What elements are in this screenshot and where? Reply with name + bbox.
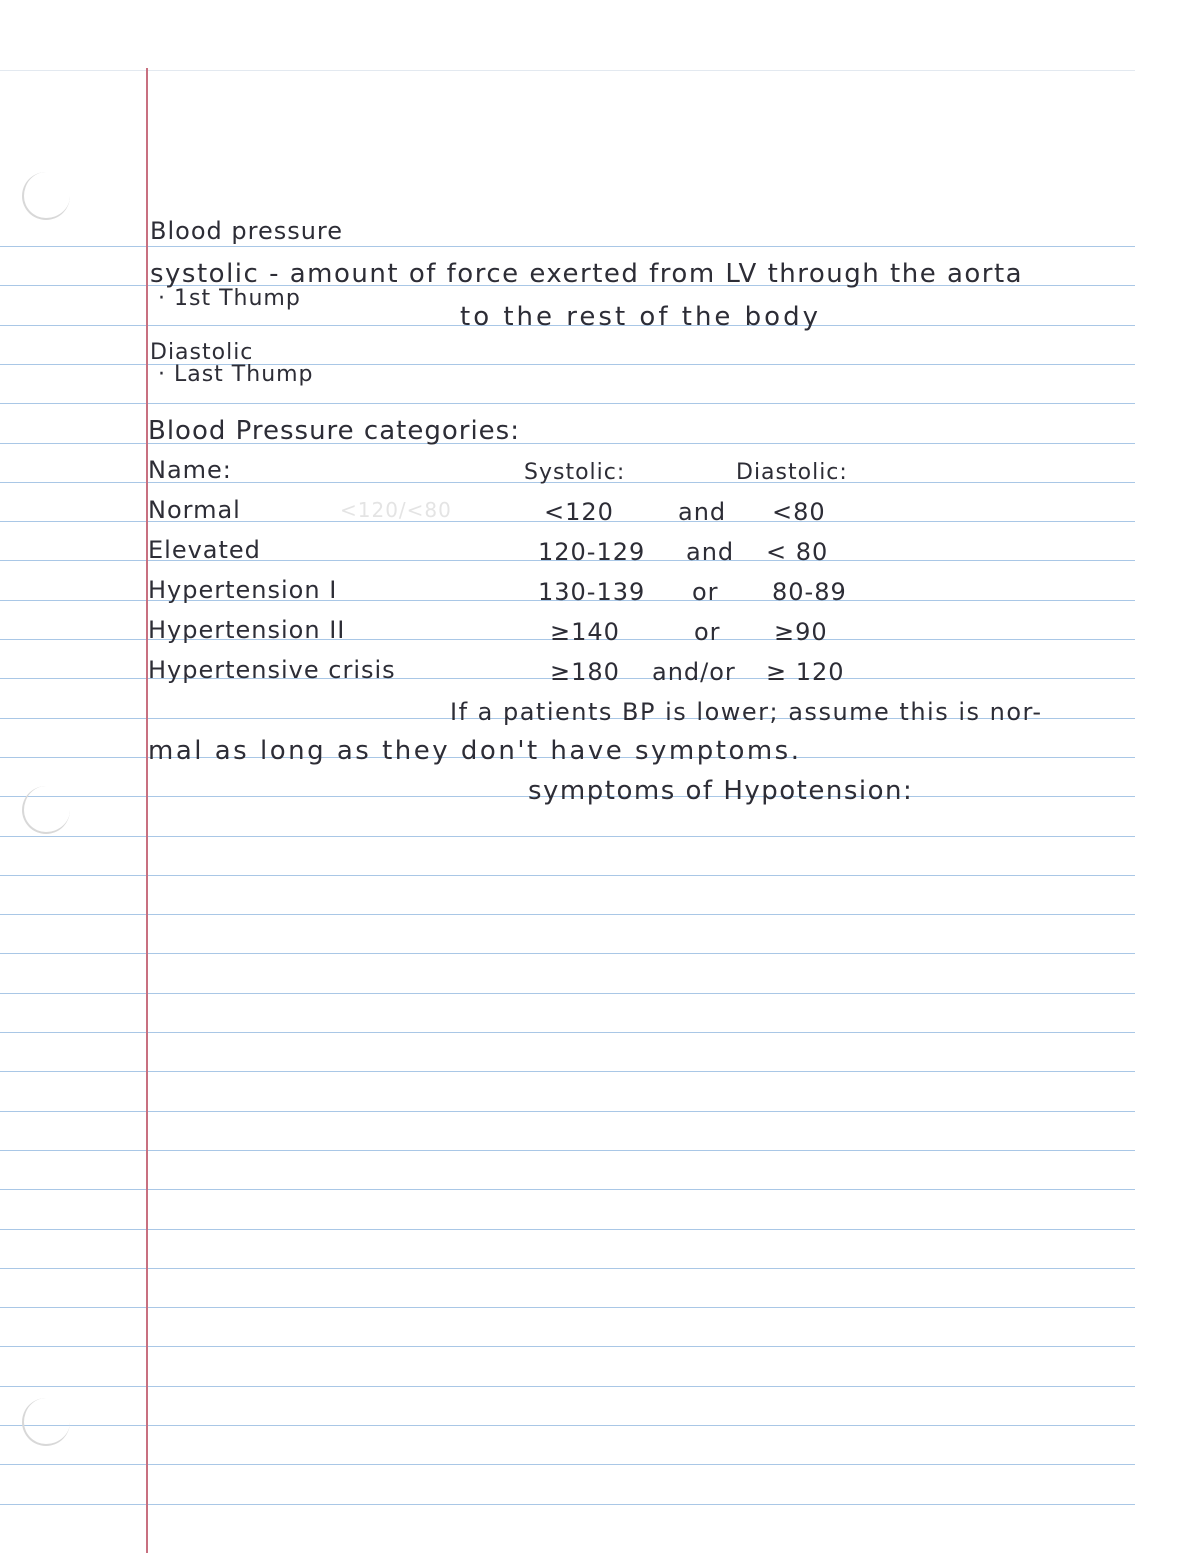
faint-erased-note: <120/<80 <box>340 498 452 522</box>
rule-line <box>0 1111 1135 1112</box>
rule-line <box>0 1229 1135 1230</box>
row-systolic-hypertension-2: ≥140 <box>550 618 620 646</box>
row-diastolic-hypertension-2: ≥90 <box>774 618 828 646</box>
rule-line <box>0 1150 1135 1151</box>
rule-line <box>0 914 1135 915</box>
rule-line <box>0 1464 1135 1465</box>
rule-line <box>0 993 1135 994</box>
rule-line <box>0 1071 1135 1072</box>
rule-line <box>0 875 1135 876</box>
row-diastolic-hypertension-1: 80-89 <box>772 578 847 606</box>
binder-hole <box>22 1398 70 1446</box>
header-name: Name: <box>148 456 232 484</box>
row-systolic-normal: <120 <box>544 498 614 526</box>
rule-line <box>0 403 1135 404</box>
row-systolic-elevated: 120-129 <box>538 538 646 566</box>
rule-line <box>0 1504 1135 1505</box>
row-systolic-hypertensive-crisis: ≥180 <box>550 658 620 686</box>
diastolic-term: Diastolic <box>150 340 254 365</box>
row-name-hypertensive-crisis: Hypertensive crisis <box>148 656 396 684</box>
hypotension-heading: symptoms of Hypotension: <box>528 776 914 806</box>
binder-hole <box>22 786 70 834</box>
row-diastolic-elevated: < 80 <box>766 538 829 566</box>
row-name-normal: Normal <box>148 496 241 524</box>
rule-line <box>0 953 1135 954</box>
row-conj-elevated: and <box>686 538 735 566</box>
row-conj-hypertensive-crisis: and/or <box>652 658 736 686</box>
rule-line <box>0 1425 1135 1426</box>
systolic-bullet: · 1st Thump <box>158 286 301 311</box>
row-name-hypertension-1: Hypertension I <box>148 576 338 604</box>
diastolic-bullet: · Last Thump <box>158 362 314 387</box>
page-top-edge <box>0 70 1135 71</box>
row-diastolic-normal: <80 <box>772 498 826 526</box>
note-line1: If a patients BP is lower; assume this is nor- <box>450 698 1043 726</box>
row-conj-hypertension-1: or <box>692 578 719 606</box>
note-line2: mal as long as they don't have symptoms. <box>148 736 802 766</box>
rule-line <box>0 1189 1135 1190</box>
row-conj-normal: and <box>678 498 727 526</box>
page-heading: Blood pressure <box>150 217 344 245</box>
header-diastolic: Diastolic: <box>736 460 848 485</box>
row-name-hypertension-2: Hypertension II <box>148 616 346 644</box>
rule-line <box>0 1307 1135 1308</box>
rule-line <box>0 246 1135 247</box>
binder-hole <box>22 172 70 220</box>
rule-line <box>0 1346 1135 1347</box>
rule-line <box>0 836 1135 837</box>
margin-line <box>146 68 148 1553</box>
rule-line <box>0 1386 1135 1387</box>
systolic-definition-line2: to the rest of the body <box>460 302 821 332</box>
categories-title: Blood Pressure categories: <box>148 416 520 446</box>
header-systolic: Systolic: <box>524 460 626 485</box>
row-conj-hypertension-2: or <box>694 618 721 646</box>
row-name-elevated: Elevated <box>148 536 261 564</box>
systolic-definition-line1: systolic - amount of force exerted from LV through the aorta <box>150 259 1024 289</box>
row-diastolic-hypertensive-crisis: ≥ 120 <box>766 658 845 686</box>
rule-line <box>0 1032 1135 1033</box>
rule-line <box>0 1268 1135 1269</box>
row-systolic-hypertension-1: 130-139 <box>538 578 646 606</box>
